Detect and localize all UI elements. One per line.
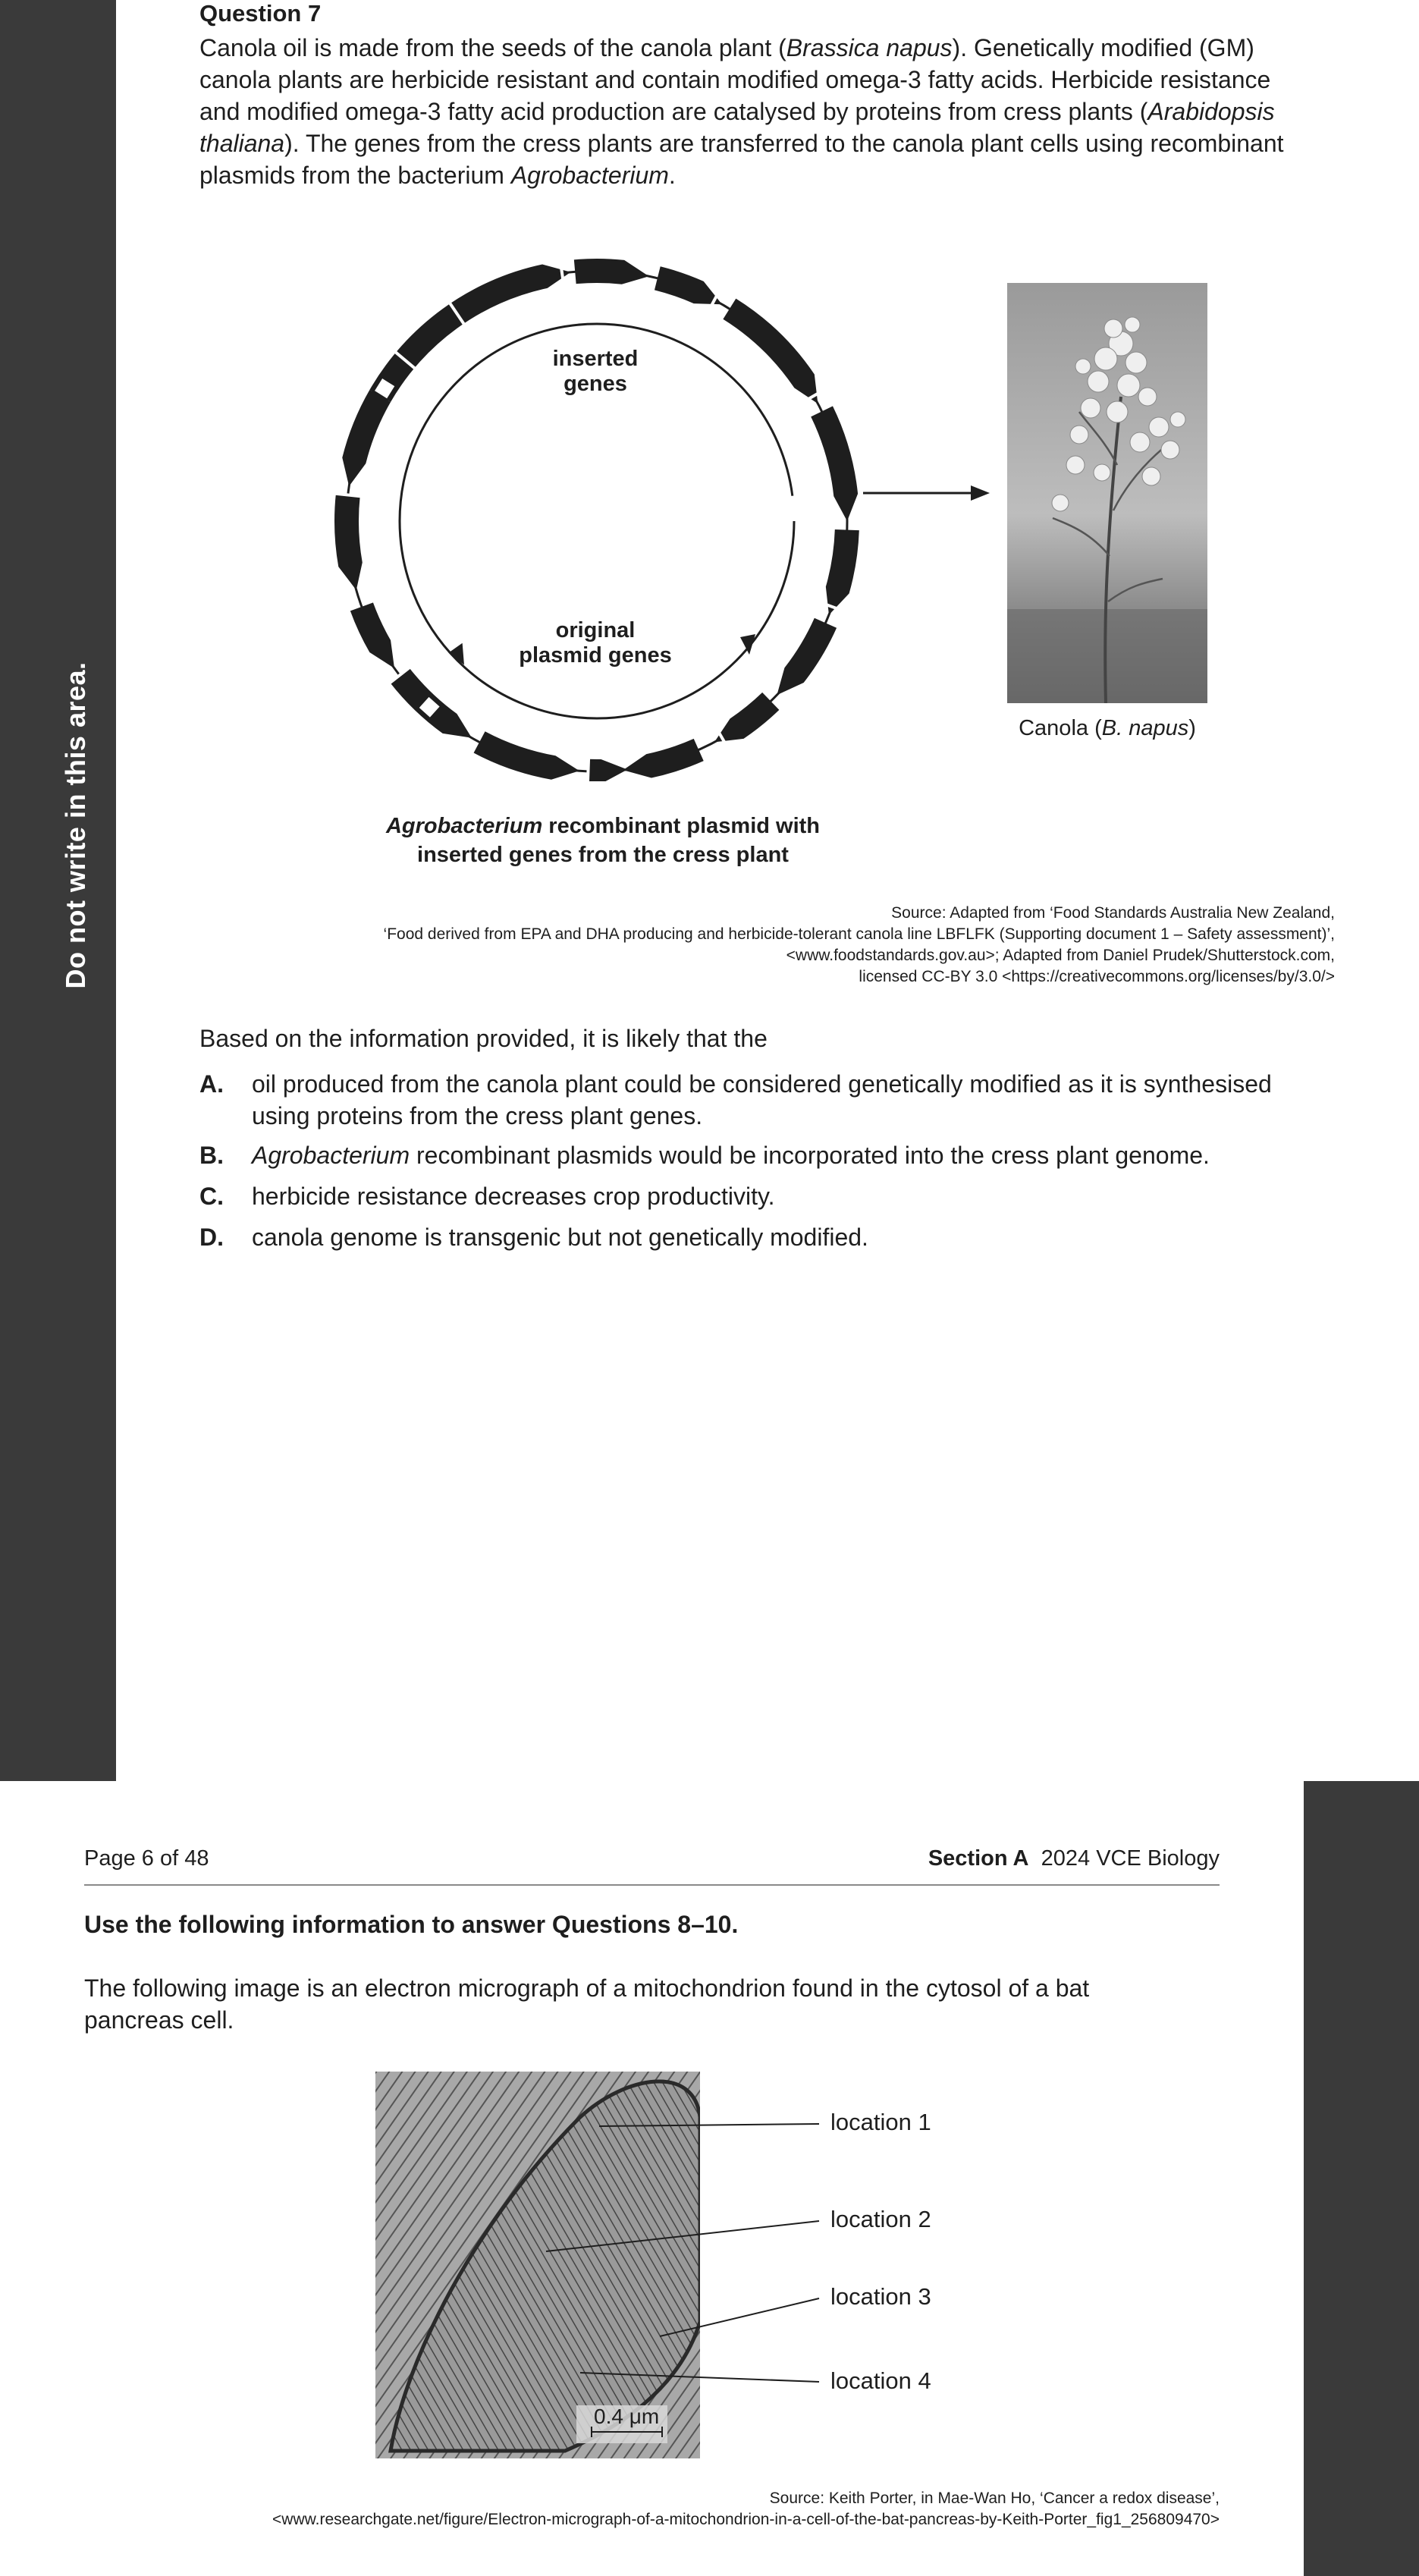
location-4-label: location 4	[830, 2367, 931, 2394]
plasmid-gene-segment	[334, 494, 363, 590]
canola-caption: Canola (B. napus)	[1019, 716, 1196, 740]
original-genes-label: original plasmid genes	[519, 618, 672, 668]
page-footer	[84, 1846, 1220, 1871]
option-c-text: herbicide resistance decreases crop productivity.	[252, 1183, 775, 1210]
section-label: Section A 2024 VCE Biology	[928, 1846, 1220, 1871]
inner-arrowhead-left	[447, 643, 471, 669]
footer-divider	[84, 1884, 1220, 1886]
plasmid-gene-segment	[574, 259, 649, 284]
inserted-genes-label: inserted genes	[552, 347, 639, 396]
canola-photo	[1007, 283, 1207, 703]
plasmid-boundary-tick	[588, 752, 589, 781]
plasmid-gene-segment	[342, 390, 391, 486]
option-a-letter: A.	[199, 1070, 224, 1098]
location-1-label: location 1	[830, 2109, 931, 2135]
option-c[interactable]	[199, 1180, 1307, 1212]
plasmid-ring	[328, 253, 859, 781]
option-b-letter: B.	[199, 1142, 224, 1169]
micrograph-source: Source: Keith Porter, in Mae-Wan Ho, ‘Cancer a redox disease’, <www.researchgate.net/figure/Electron-micrograph-of-a-mitochondrion-in-a-cell-of-the-bat-pancreas-by-Keith-Porter_fig1_256809470>	[272, 2490, 1220, 2528]
source-note: Source: Adapted from ‘Food Standards Australia New Zealand, ‘Food derived from EPA and DHA producing and herbicide-tolerant canola line LBFLFK (Supporting document 1 – Safety assessment)’, <www.foodstandards.gov.au>; Adapted from Daniel Prudek/Shutterstock.com, licensed CC-BY 3.0 <https://creativecommons.org/licenses/by/3.0/>	[383, 904, 1335, 985]
location-3-label: location 3	[830, 2283, 931, 2310]
right-margin-bar	[1304, 1781, 1419, 2576]
plasmid-gene-segment	[723, 299, 818, 404]
q8-10-text: The following image is an electron micrograph of a mitochondrion found in the cytosol of a bat pancreas cell.	[84, 1974, 1090, 2034]
option-c-letter: C.	[199, 1183, 224, 1210]
plasmid-gene-segment	[655, 266, 722, 304]
plasmid-gene-segment	[826, 529, 859, 615]
location-2-label: location 2	[830, 2206, 931, 2232]
option-d-text: canola genome is transgenic but not genetically modified.	[252, 1224, 868, 1251]
option-a[interactable]	[199, 1068, 1307, 1132]
scale-bar-label: 0.4 μm	[594, 2405, 660, 2428]
plasmid-caption: Agrobacterium recombinant plasmid with inserted genes from the cress plant	[385, 814, 821, 867]
option-d-letter: D.	[199, 1224, 224, 1251]
plasmid-gene-segment	[714, 693, 779, 743]
plasmid-gene-segment	[474, 731, 579, 779]
do-not-write-label: Do not write in this area.	[60, 661, 91, 989]
plasmid-boundary-tick	[328, 493, 368, 497]
option-b-text: Agrobacterium recombinant plasmids would be incorporated into the cress plant genome.	[252, 1142, 1210, 1169]
q8-10-intro: Use the following information to answer Questions 8–10.	[84, 1911, 739, 1938]
plasmid-gene-segment	[623, 739, 703, 778]
question-stem: Canola oil is made from the seeds of the canola plant (Brassica napus). Genetically modified (GM) canola plants are herbicide resistant and contain modified omega-3 fatty acids. Herbicide resistance and modified omega-3 fatty acid production are catalysed by proteins from cress plants (Arabidopsis thaliana). The genes from the cress plants are transferred to the canola plant cells using recombinant plasmids from the bacterium Agrobacterium.	[199, 34, 1284, 189]
location-leader-lines	[531, 2109, 827, 2389]
option-d[interactable]	[199, 1221, 1307, 1253]
plasmid-gene-segment	[350, 602, 394, 668]
inner-arrowhead-right	[740, 634, 755, 655]
plasmid-gene-segment	[588, 759, 627, 781]
question-title: Question 7	[199, 0, 322, 27]
plasmid-gene-segment	[777, 618, 837, 696]
question-lead: Based on the information provided, it is likely that the	[199, 1025, 768, 1052]
plasmid-gene-segment	[811, 406, 858, 521]
arrow-to-canola	[887, 478, 994, 508]
left-margin-bar	[0, 0, 116, 1781]
page-number: Page 6 of 48	[84, 1846, 209, 1871]
option-a-text: oil produced from the canola plant could be considered genetically modified as it is synthesised using proteins from the cress plant genes.	[252, 1070, 1272, 1129]
option-b[interactable]	[199, 1139, 1307, 1171]
plasmid-diagram	[319, 250, 895, 781]
